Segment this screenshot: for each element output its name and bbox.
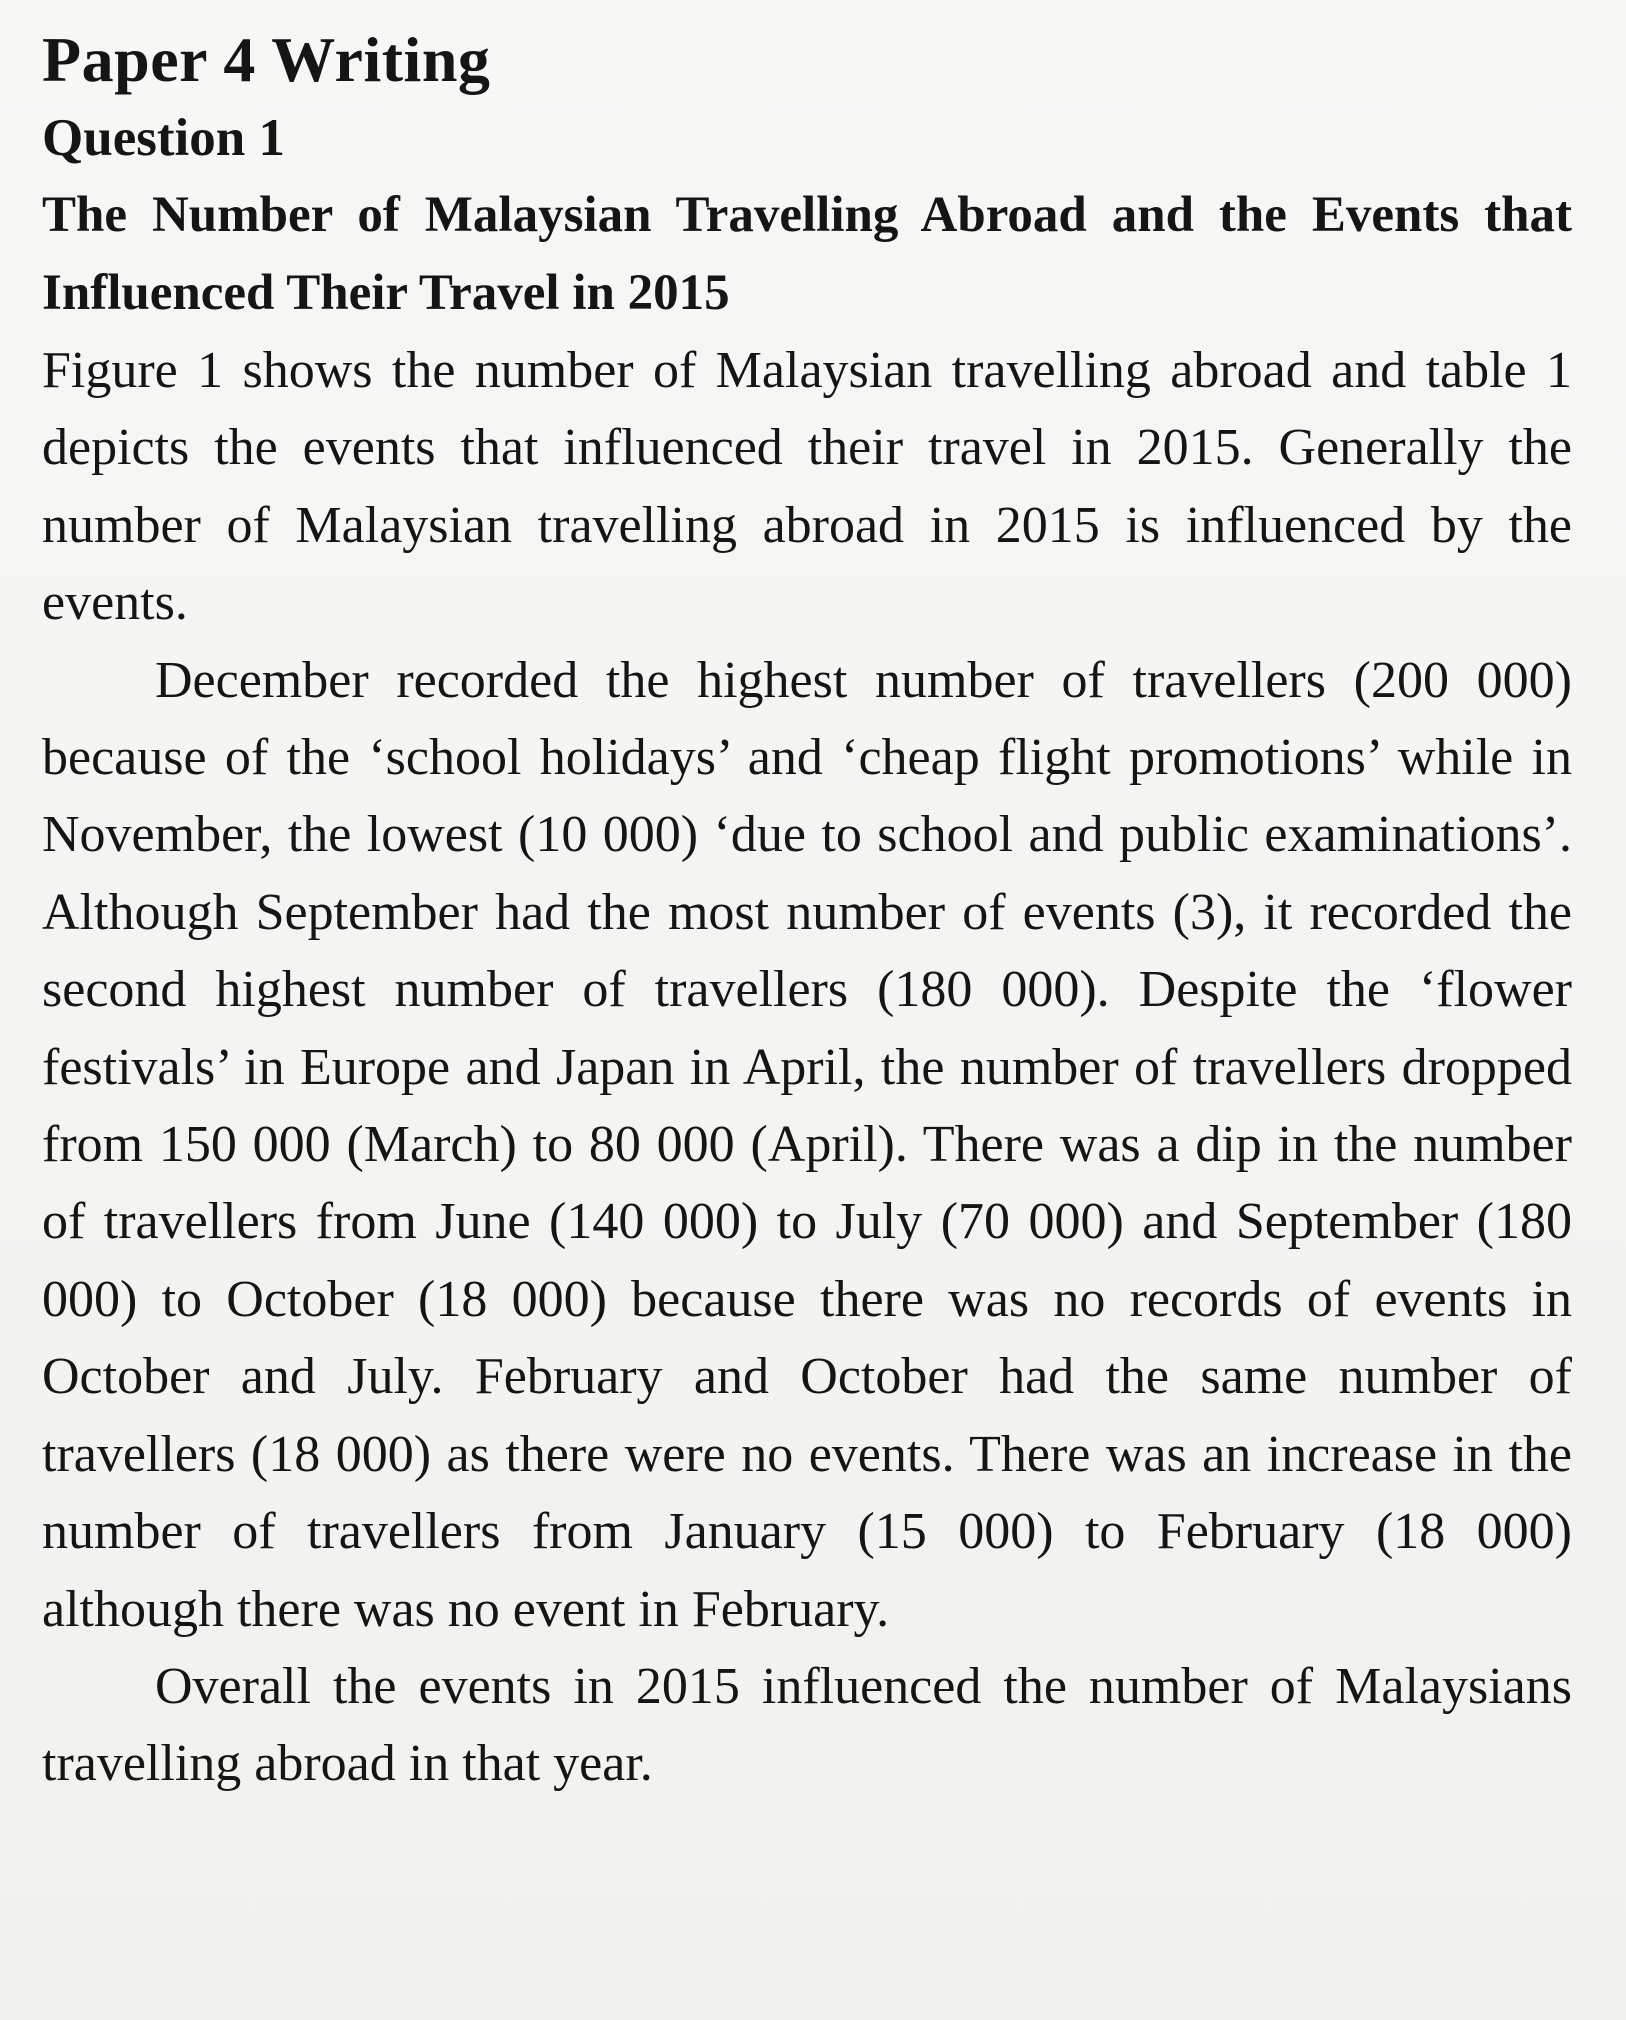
conclusion-paragraph: Overall the events in 2015 influenced the number of Malaysians travelling abroad in that year. (42, 1657, 1572, 1793)
question-label: Question 1 (42, 109, 285, 167)
analysis-paragraph: December recorded the highest number of travellers (200 000) because of the ‘school holidays’ and ‘cheap flight promotions’ while in November, the lowest (10 000) ‘due to school and public examinations’. Although September had the most number of events (3), it recorded the second highest number of travellers (180 000). Despite the ‘flower festivals’ in Europe and Japan in April, the number of travellers dropped from 150 000 (March) to 80 000 (April). There was a dip in the number of travellers from June (140 000) to July (70 000) and September (180 000) to October (18 000) because there was no records of events in October and July. February and October had the same number of travellers (18 000) as there were no events. There was an increase in the number of travellers from January (15 000) to February (18 000) although there was no event in February. (42, 651, 1572, 1638)
essay-title: The Number of Malaysian Travelling Abroad and the Events that Influenced Their Travel in 2015 (42, 187, 1572, 321)
introduction-paragraph: Figure 1 shows the number of Malaysian travelling abroad and table 1 depicts the events that influenced their travel in 2015. Generally the number of Malaysian travelling abroad in 2015 is influenced by the events. (42, 342, 1572, 632)
paper-title: Paper 4 Writing (42, 24, 491, 95)
